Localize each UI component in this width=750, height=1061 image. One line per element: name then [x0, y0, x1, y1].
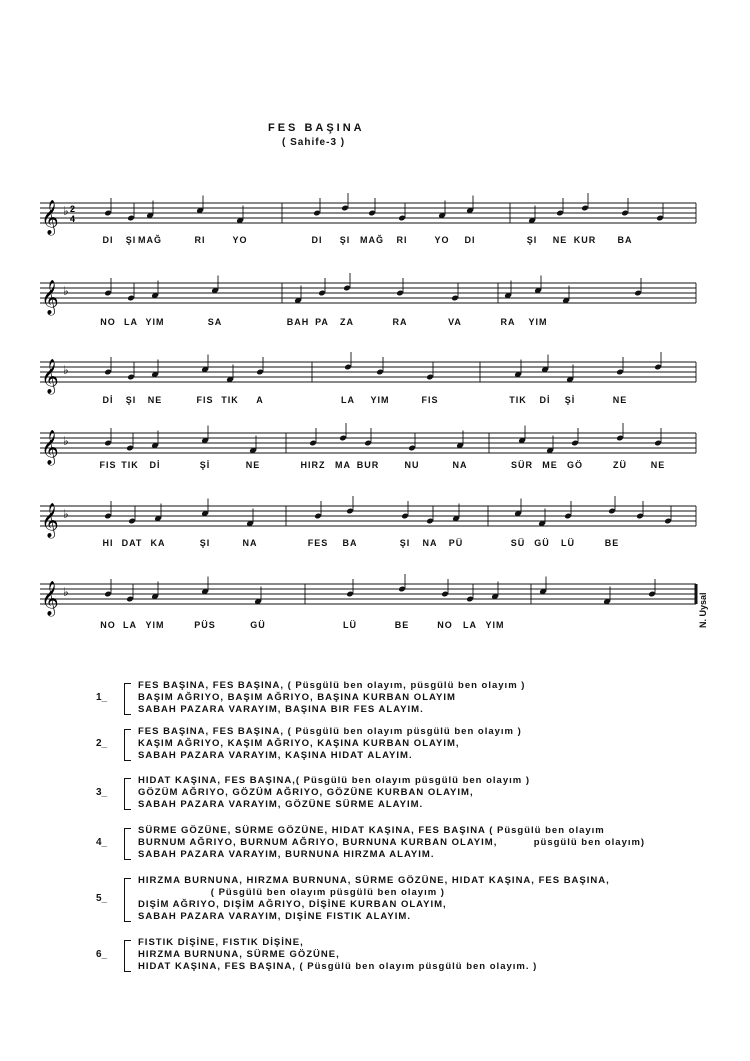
lyric-syllable: NE: [650, 460, 666, 470]
lyric-syllable: ŞI: [125, 235, 137, 245]
lyric-syllable: BE: [394, 620, 410, 630]
staff-system: [0, 496, 750, 566]
time-signature: 2: [70, 204, 76, 214]
lyric-syllable: NE: [552, 235, 568, 245]
lyric-syllable: FIS: [196, 395, 214, 405]
verse-line: SABAH PAZARA VARAYIM, DIŞİNE FISTIK ALAYIM.: [138, 911, 411, 922]
lyric-syllable: NE: [147, 395, 163, 405]
lyric-syllable: TIK: [509, 395, 527, 405]
lyric-syllable: NA: [422, 538, 438, 548]
lyric-syllable: ŞI: [199, 538, 211, 548]
lyric-syllable: BAH: [286, 317, 310, 327]
verse-bracket: [124, 778, 131, 810]
lyric-syllable: BA: [342, 538, 358, 548]
lyric-row: [0, 538, 750, 552]
lyric-syllable: FIS: [99, 460, 117, 470]
treble-clef-icon: 𝄞: [41, 359, 59, 394]
lyric-syllable: HIRZ: [300, 460, 326, 470]
lyric-syllable: PÜ: [448, 538, 464, 548]
verse-line: SABAH PAZARA VARAYIM, BAŞINA BIR FES ALAYIM.: [138, 704, 424, 715]
lyric-syllable: NE: [612, 395, 628, 405]
lyric-syllable: LÜ: [561, 538, 575, 548]
treble-clef-icon: 𝄞: [41, 430, 59, 465]
lyric-syllable: ME: [542, 460, 558, 470]
treble-clef-icon: 𝄞: [41, 280, 59, 315]
verse-line: SABAH PAZARA VARAYIM, GÖZÜNE SÜRME ALAYIM.: [138, 799, 424, 810]
lyric-syllable: YIM: [528, 317, 548, 327]
page-title: FES BAŞINA: [268, 122, 365, 134]
page-subtitle: ( Sahife-3 ): [282, 137, 346, 148]
lyric-syllable: TIK: [121, 460, 139, 470]
lyric-syllable: RA: [392, 317, 408, 327]
lyric-syllable: LA: [123, 620, 137, 630]
lyric-syllable: VA: [448, 317, 462, 327]
lyric-syllable: DI: [102, 235, 114, 245]
lyric-syllable: MAĞ: [138, 235, 162, 245]
verse-number: 6_: [96, 949, 108, 960]
staff-system: [0, 273, 750, 343]
lyric-row: [0, 395, 750, 409]
key-signature-flat-icon: ♭: [63, 434, 69, 448]
lyric-syllable: ZÜ: [613, 460, 627, 470]
lyric-syllable: DAT: [121, 538, 143, 548]
lyric-syllable: RI: [396, 235, 408, 245]
lyric-syllable: FIS: [421, 395, 439, 405]
lyric-syllable: ZA: [340, 317, 354, 327]
lyric-syllable: LA: [463, 620, 477, 630]
verse-line: BURNUM AĞRIYO, BURNUM AĞRIYO, BURNUNA KURBAN OLAYIM, püsgülü ben olayım): [138, 837, 646, 848]
lyric-syllable: RI: [194, 235, 206, 245]
verse-block: [96, 680, 736, 720]
verse-line: ( Püsgülü ben olayım püsgülü ben olayım ): [138, 887, 445, 898]
lyric-syllable: NA: [452, 460, 468, 470]
lyric-syllable: KUR: [573, 235, 597, 245]
verse-line: FISTIK DİŞİNE, FISTIK DİŞİNE,: [138, 937, 304, 948]
key-signature-flat-icon: ♭: [63, 507, 69, 521]
lyric-row: [0, 317, 750, 331]
lyric-syllable: A: [256, 395, 264, 405]
lyric-syllable: BA: [617, 235, 633, 245]
verse-bracket: [124, 828, 131, 860]
lyric-syllable: YO: [232, 235, 248, 245]
staff-system: [0, 423, 750, 493]
lyric-syllable: BE: [604, 538, 620, 548]
verse-line: HIDAT KAŞINA, FES BAŞINA, ( Püsgülü ben olayım püsgülü ben olayım. ): [138, 961, 538, 972]
lyric-syllable: LA: [124, 317, 138, 327]
lyric-syllable: GÜ: [534, 538, 550, 548]
lyric-syllable: FES: [307, 538, 329, 548]
lyric-syllable: HI: [102, 538, 114, 548]
lyric-syllable: NE: [245, 460, 261, 470]
lyric-syllable: YIM: [370, 395, 390, 405]
verse-line: FES BAŞINA, FES BAŞINA, ( Püsgülü ben olayım, püsgülü ben olayım ): [138, 680, 526, 691]
lyric-syllable: Dİ: [539, 395, 551, 405]
key-signature-flat-icon: ♭: [63, 284, 69, 298]
lyric-row: [0, 460, 750, 474]
verse-bracket: [124, 940, 131, 972]
verse-line: SÜRME GÖZÜNE, SÜRME GÖZÜNE, HIDAT KAŞINA, FES BAŞINA ( Püsgülü ben olayım: [138, 825, 605, 836]
verse-number: 1_: [96, 692, 108, 703]
verse-block: [96, 825, 736, 865]
verse-line: SABAH PAZARA VARAYIM, KAŞINA HIDAT ALAYIM.: [138, 750, 413, 761]
lyric-syllable: NO: [100, 317, 116, 327]
lyric-syllable: YIM: [145, 620, 165, 630]
key-signature-flat-icon: ♭: [63, 363, 69, 377]
verse-line: FES BAŞINA, FES BAŞINA, ( Püsgülü ben olayım püsgülü ben olayım ): [138, 726, 522, 737]
lyric-syllable: LÜ: [343, 620, 357, 630]
lyric-syllable: NU: [404, 460, 420, 470]
lyric-syllable: TIK: [221, 395, 239, 405]
verse-number: 5_: [96, 893, 108, 904]
key-signature-flat-icon: ♭: [63, 585, 69, 599]
lyric-syllable: ŞI: [399, 538, 411, 548]
lyric-syllable: NA: [242, 538, 258, 548]
verse-line: HIRZMA BURNUNA, HIRZMA BURNUNA, SÜRME GÖZÜNE, HIDAT KAŞINA, FES BAŞINA,: [138, 875, 610, 886]
lyric-syllable: DI: [311, 235, 323, 245]
treble-clef-icon: 𝄞: [41, 200, 59, 235]
lyric-syllable: LA: [341, 395, 355, 405]
lyric-row: [0, 620, 750, 634]
verse-block: [96, 775, 736, 815]
composer-credit: N. Uysal: [698, 592, 708, 628]
lyric-syllable: YIM: [145, 317, 165, 327]
lyric-syllable: PA: [315, 317, 329, 327]
staff-system: [0, 193, 750, 263]
lyric-syllable: YIM: [485, 620, 505, 630]
lyric-syllable: NO: [100, 620, 116, 630]
staff-system: [0, 352, 750, 422]
treble-clef-icon: 𝄞: [41, 581, 59, 616]
lyric-syllable: Dİ: [149, 460, 161, 470]
lyric-syllable: SÜR: [510, 460, 534, 470]
lyric-syllable: RA: [500, 317, 516, 327]
lyric-syllable: YO: [434, 235, 450, 245]
verse-block: [96, 726, 736, 766]
verse-line: HIRZMA BURNUNA, SÜRME GÖZÜNE,: [138, 949, 340, 960]
time-signature: 4: [70, 214, 76, 224]
lyric-syllable: PÜS: [194, 620, 216, 630]
lyric-syllable: KA: [150, 538, 166, 548]
verse-line: DIŞİM AĞRIYO, DIŞİM AĞRIYO, DİŞİNE KURBAN OLAYIM,: [138, 899, 447, 910]
key-signature-flat-icon: ♭: [63, 204, 69, 218]
lyric-syllable: BUR: [356, 460, 380, 470]
staff-system: [0, 574, 750, 644]
verse-line: HIDAT KAŞINA, FES BAŞINA,( Püsgülü ben olayım püsgülü ben olayım ): [138, 775, 531, 786]
staff-lines: [0, 273, 750, 323]
lyric-syllable: Şİ: [199, 460, 211, 470]
verse-number: 3_: [96, 787, 108, 798]
verse-bracket: [124, 683, 131, 715]
verse-line: GÖZÜM AĞRIYO, GÖZÜM AĞRIYO, GÖZÜNE KURBAN OLAYIM,: [138, 787, 474, 798]
verse-line: SABAH PAZARA VARAYIM, BURNUNA HIRZMA ALAYIM.: [138, 849, 435, 860]
lyric-syllable: MA: [335, 460, 351, 470]
lyric-syllable: Dİ: [102, 395, 114, 405]
verse-line: KAŞIM AĞRIYO, KAŞIM AĞRIYO, KAŞINA KURBAN OLAYIM,: [138, 738, 460, 749]
lyric-syllable: GÖ: [566, 460, 584, 470]
lyric-row: [0, 235, 750, 249]
treble-clef-icon: 𝄞: [41, 503, 59, 538]
lyric-syllable: Şİ: [564, 395, 576, 405]
verse-block: [96, 875, 736, 927]
lyric-syllable: MAĞ: [360, 235, 384, 245]
verse-number: 2_: [96, 738, 108, 749]
lyric-syllable: ŞI: [339, 235, 351, 245]
lyric-syllable: NO: [437, 620, 453, 630]
verse-block: [96, 937, 736, 977]
lyric-syllable: ŞI: [526, 235, 538, 245]
verse-line: BAŞIM AĞRIYO, BAŞIM AĞRIYO, BAŞINA KURBAN OLAYIM: [138, 692, 456, 703]
lyric-syllable: GÜ: [250, 620, 266, 630]
verse-number: 4_: [96, 837, 108, 848]
lyric-syllable: SÜ: [510, 538, 526, 548]
lyric-syllable: ŞI: [125, 395, 137, 405]
verse-bracket: [124, 729, 131, 761]
lyric-syllable: DI: [464, 235, 476, 245]
staff-lines: [0, 574, 750, 624]
lyric-syllable: SA: [207, 317, 223, 327]
verse-bracket: [124, 878, 131, 922]
